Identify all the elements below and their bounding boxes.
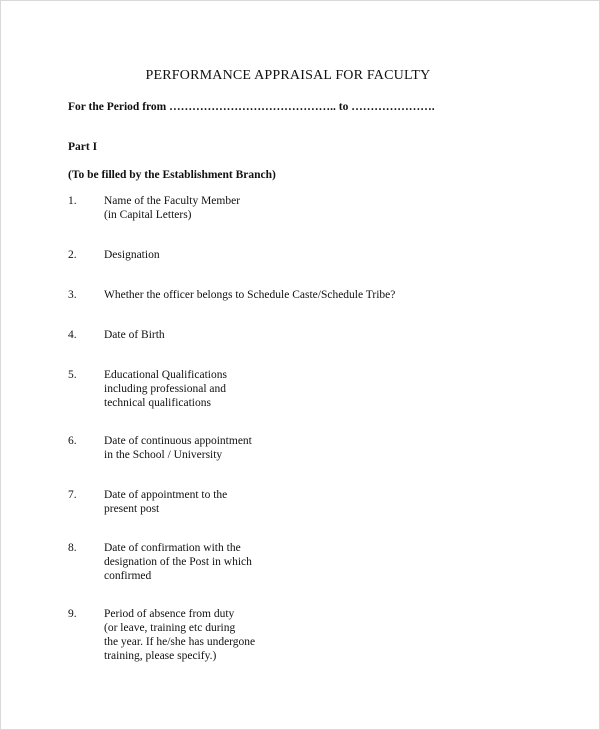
item-number: 3. bbox=[68, 289, 77, 301]
item-label-line: Date of Birth bbox=[104, 329, 165, 341]
item-label-line: technical qualifications bbox=[104, 397, 211, 409]
item-label bbox=[104, 488, 227, 516]
document-title: PERFORMANCE APPRAISAL FOR FACULTY bbox=[145, 68, 431, 83]
item-label-line: Name of the Faculty Member bbox=[104, 195, 241, 207]
item-label-line: Whether the officer belongs to Schedule Caste/Schedule Tribe? bbox=[104, 289, 396, 301]
item-label-line: Date of appointment to the bbox=[104, 489, 228, 501]
item-number: 5. bbox=[68, 369, 77, 381]
item-label bbox=[104, 434, 252, 462]
branch-note: (To be filled by the Establishment Branch) bbox=[68, 169, 276, 181]
item-label bbox=[104, 368, 227, 410]
item-number: 7. bbox=[68, 489, 77, 501]
item-label-line: Period of absence from duty bbox=[104, 608, 235, 620]
item-number: 2. bbox=[68, 249, 77, 261]
item-number: 4. bbox=[68, 329, 77, 341]
item-label-line: the year. If he/she has undergone bbox=[104, 636, 256, 648]
item-label-line: Designation bbox=[104, 249, 160, 261]
item-label bbox=[104, 288, 395, 302]
item-label bbox=[104, 328, 165, 342]
item-number: 9. bbox=[68, 608, 77, 620]
item-label bbox=[104, 541, 252, 583]
item-label-line: (or leave, training etc during bbox=[104, 622, 236, 634]
part-heading: Part I bbox=[68, 141, 98, 153]
item-number: 1. bbox=[68, 195, 77, 207]
item-label-line: Date of confirmation with the bbox=[104, 542, 241, 554]
item-number: 8. bbox=[68, 542, 77, 554]
item-label-line: training, please specify.) bbox=[104, 650, 217, 662]
item-label bbox=[104, 607, 255, 663]
item-label bbox=[104, 194, 240, 222]
item-label bbox=[104, 248, 160, 262]
item-label-line: in the School / University bbox=[104, 449, 223, 461]
item-label-line: designation of the Post in which bbox=[104, 556, 252, 568]
item-label-line: confirmed bbox=[104, 570, 152, 582]
item-label-line: present post bbox=[104, 503, 160, 515]
item-label-line: (in Capital Letters) bbox=[104, 209, 192, 221]
period-line: For the Period from …………………………………….. to …………………. bbox=[68, 101, 435, 113]
item-label-line: Date of continuous appointment bbox=[104, 435, 252, 447]
item-number: 6. bbox=[68, 435, 77, 447]
item-label-line: Educational Qualifications bbox=[104, 369, 227, 381]
item-label-line: including professional and bbox=[104, 383, 227, 395]
